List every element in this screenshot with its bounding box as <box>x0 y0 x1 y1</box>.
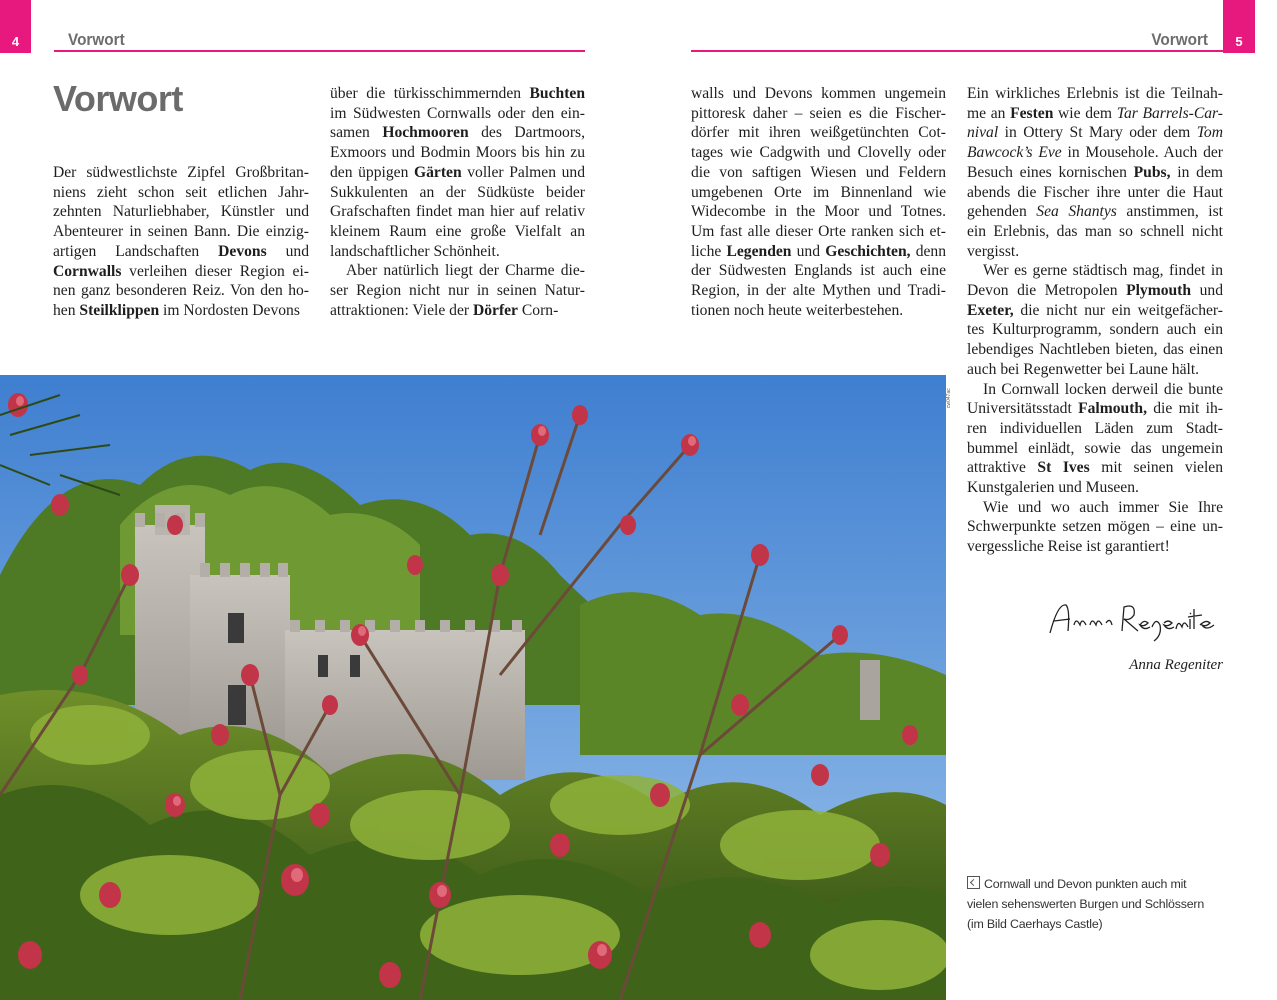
photo-caption: Cornwall und Devon punkten auch mit vielen sehenswerten Burgen und Schlössern (im Bild Caerhays Castle) <box>967 877 1205 931</box>
left-running-head: Vorwort <box>68 30 125 49</box>
text-column-4 <box>967 84 1223 557</box>
left-page-tab <box>0 0 31 53</box>
author-name: Anna Regeniter <box>1129 657 1223 673</box>
caption-arrow-icon <box>967 876 980 889</box>
text-column-3 <box>691 84 946 320</box>
text-column-2 <box>330 84 585 320</box>
left-page-number: 4 <box>11 34 20 49</box>
paragraph-legends: walls und Devons kommen ungemein pittoresk daher – seien es die Fischer-dörfer mit ihren weißgetünchten Cot-tages wie Cadgwith und Clovelly oder die von saftigen Wiesen und Feldern umgebenen Orte im Binnenland wie Widecombe in the Moor und Totnes. Um fast alle dieser Orte ranken sich et-liche Legenden und Geschichten, denn der Südwesten Englands ist auch eine Region, in der alte Mythen und Tradi-tionen noch heute weiterbestehen. <box>691 85 947 319</box>
castle-photo <box>0 375 946 1000</box>
left-header-rule <box>54 50 585 52</box>
text-column-1 <box>53 163 309 321</box>
right-page-tab <box>1223 0 1255 53</box>
paragraph-festivals: Ein wirkliches Erlebnis ist die Teilnah-me an Festen wie dem Tar Barrels-Car-nival in Ottery St Mary oder dem Tom Bawcock’s Eve in Mousehole. Auch der Besuch eines kornischen Pubs, in dem abends die Fischer ihre unter die Haut gehenden Sea Shantys anstimmen, ist ein Erlebnis, das man so schnell nicht vergisst. <box>967 85 1223 260</box>
signature-image <box>1040 595 1220 645</box>
paragraph-closing: Wie und wo auch immer Sie Ihre Schwerpunkte setzen mögen – eine un-vergessliche Reise ist garantiert! <box>967 498 1223 556</box>
paragraph-villages: Aber natürlich liegt der Charme die-ser Region nicht nur in seinen Natur-attraktionen: Viele der Dörfer Corn- <box>330 262 585 319</box>
paragraph-cornwall-towns: In Cornwall locken derweil die bunte Universitätsstadt Falmouth, die mit ih-ren individuellen Läden zum Stadt-bummel einlädt, sowie das ungemein attraktive St Ives mit seinen vielen Kunstgalerien und Museen. <box>967 380 1224 497</box>
right-page-number: 5 <box>1235 34 1243 49</box>
paragraph-landscapes: über die türkisschimmernden Buchten im Südwesten Cornwalls oder den ein-samen Hochmooren des Dartmoors, Exmoors und Bodmin Moors bis hin zu den üppigen Gärten voller Palmen und Sukkulenten an der Südküste beider Grafschaften findet man hier auf relativ kleinem Raum eine große Vielfalt an landschaftlicher Schönheit. <box>330 85 585 260</box>
right-running-head: Vorwort <box>1151 30 1208 49</box>
paragraph-intro: Der südwestlichste Zipfel Großbritan-niens zieht schon seit etlichen Jahr-zehnten Naturliebhaber, Künstler und Abenteurer in seinen Bann. Die einzig-artigen Landschaften Devons und Cornwalls verleihen dieser Region ei-nen ganz besonderen Reiz. Von den ho-hen Steilklippen im Nordosten Devons <box>53 164 309 319</box>
paragraph-cities: Wer es gerne städtisch mag, findet in Devon die Metropolen Plymouth und Exeter, die nicht nur ein weitgefächer-tes Kulturprogramm, sondern auch ein lebendiges Nachtleben bieten, das einen auch bei Regenwetter bei Laune hält. <box>967 262 1223 378</box>
page-title: Vorwort <box>53 78 183 119</box>
photo-credit: cw047ac <box>946 388 952 408</box>
right-header-rule <box>691 50 1223 52</box>
